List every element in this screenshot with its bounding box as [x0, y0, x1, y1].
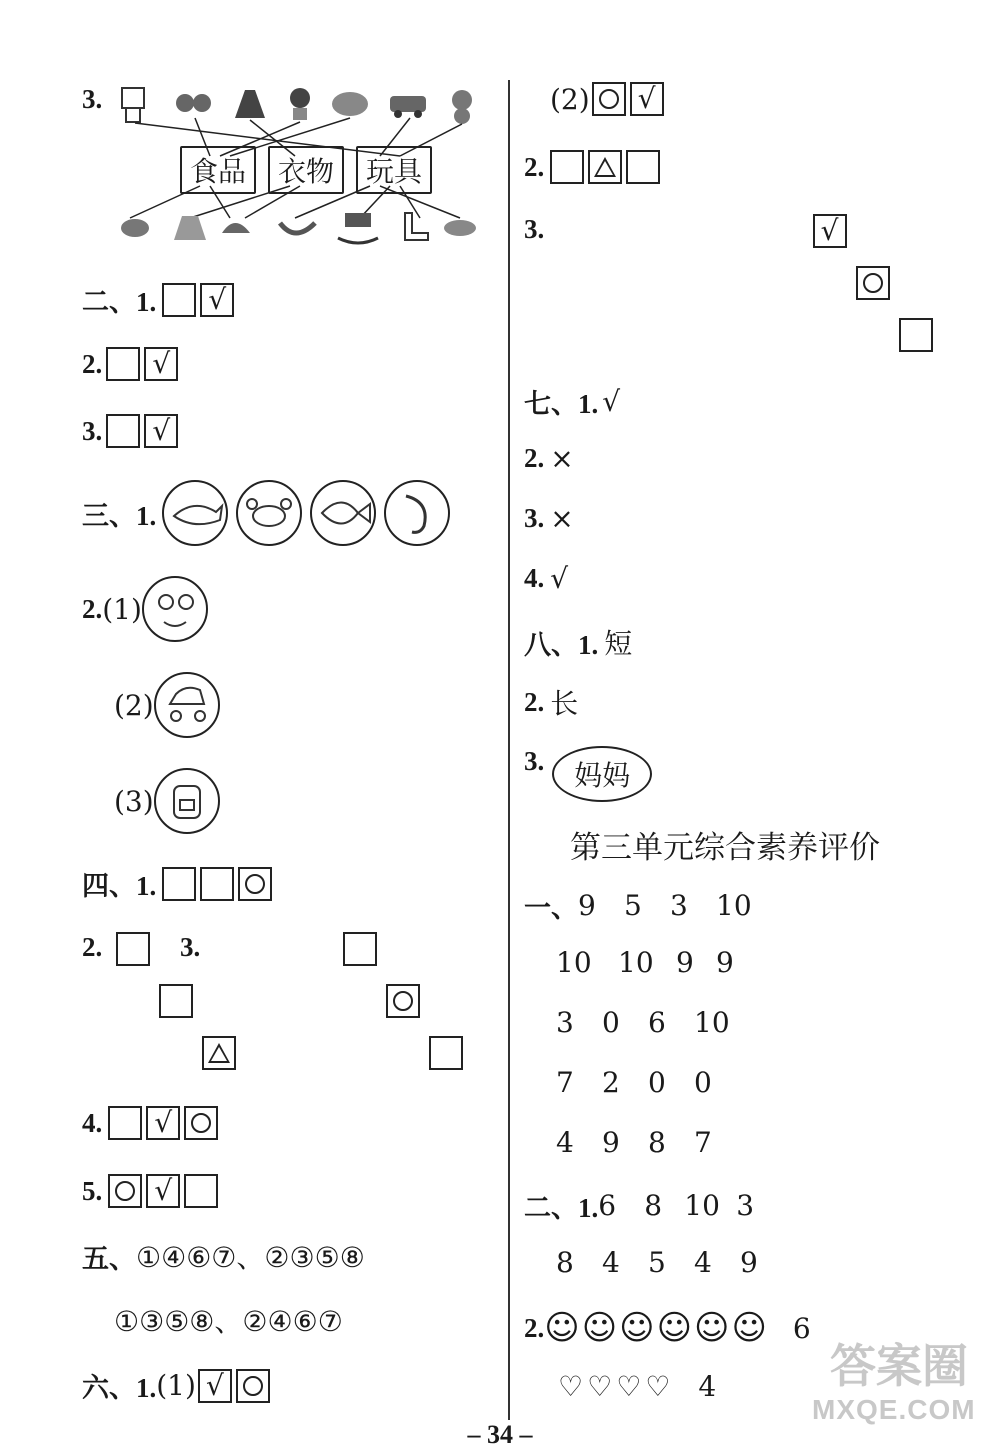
answer-box — [429, 1036, 463, 1070]
sec3-q2-3 — [114, 768, 228, 834]
answer-box — [116, 932, 150, 966]
sec7-q2 — [524, 442, 574, 475]
answer-box — [592, 82, 626, 116]
answer-value: 8 — [648, 1126, 666, 1159]
sub-question-number: (2) — [550, 82, 590, 116]
boot-icon — [405, 213, 428, 240]
question-number: 七、1. — [524, 389, 599, 419]
answer-value: 6 — [648, 1006, 666, 1039]
answer-box: √ — [813, 214, 847, 248]
question-number: 八、1. — [524, 629, 599, 660]
grapes-icon — [176, 94, 211, 112]
answer-box — [184, 1106, 218, 1140]
answer-value: 5 — [624, 889, 642, 922]
sec4-q1 — [82, 864, 276, 903]
answer-value: 3 — [556, 1006, 574, 1039]
fish-icon — [310, 480, 376, 546]
answer-value: 9 — [602, 1126, 620, 1159]
answer-mark: × — [550, 502, 574, 535]
sec2-q2 — [82, 347, 182, 381]
answer-value: 8 — [644, 1189, 663, 1222]
face-icon — [142, 576, 208, 642]
answer-value: 9 — [676, 946, 694, 979]
answer-box — [200, 867, 234, 901]
sec2-q3 — [82, 414, 182, 448]
teddy-bear-icon — [452, 90, 472, 124]
u1-row-5 — [556, 1126, 712, 1159]
circle-mark — [191, 1113, 211, 1133]
question-number: 4. — [82, 1107, 103, 1138]
sub-question-number: (1) — [102, 592, 142, 626]
answer-box: √ — [146, 1106, 180, 1140]
candy-icon — [121, 219, 149, 237]
question-number: 5. — [82, 1175, 103, 1206]
sec4-q3-label — [180, 932, 200, 963]
sec8-q3 — [524, 746, 652, 802]
sec4-q5 — [82, 1174, 222, 1208]
question-number: 3. — [82, 415, 103, 446]
answer-box: √ — [146, 1174, 180, 1208]
shrimp-icon — [384, 480, 450, 546]
category-food: 食品 — [180, 146, 256, 194]
stroller-icon — [154, 672, 220, 738]
backpack-icon — [154, 768, 220, 834]
question-number: 4. — [524, 563, 545, 593]
shark-icon — [162, 480, 228, 546]
car-icon — [390, 96, 426, 118]
u2-row-2 — [556, 1246, 758, 1279]
answer-box: √ — [200, 283, 234, 317]
cap-icon — [222, 223, 250, 233]
u1-row-1 — [524, 886, 752, 925]
answer-value: 6 — [598, 1189, 617, 1222]
sec7-q3 — [524, 502, 574, 535]
answer-mark: √ — [602, 385, 621, 418]
u1-row-2 — [556, 946, 734, 979]
question-number: 3. — [524, 503, 545, 533]
answer-value: 4 — [694, 1246, 712, 1279]
u2-q2-smiles — [524, 1308, 811, 1348]
answer-value: 5 — [648, 1246, 666, 1279]
sub-question-number: (3) — [114, 784, 154, 818]
answer-value: 0 — [602, 1006, 620, 1039]
question-number: 一、 — [524, 893, 578, 923]
question-number: 六、1. — [82, 1373, 157, 1403]
answer-value: 4 — [556, 1126, 574, 1159]
answer-value: 10 — [716, 889, 752, 922]
question-number: 2. — [82, 348, 103, 379]
category-labels — [180, 146, 432, 194]
column-divider — [508, 80, 510, 1420]
question-number: 四、1. — [82, 871, 157, 901]
answer-value: 6 — [792, 1311, 811, 1345]
sec6-q2 — [524, 150, 664, 184]
lollipop-icon — [444, 220, 476, 236]
answer-value: 2 — [602, 1066, 620, 1099]
answer-value: 4 — [698, 1370, 717, 1403]
circle-mark — [243, 1376, 263, 1396]
answer-box — [386, 984, 420, 1018]
sec2-q1 — [82, 280, 238, 319]
answer-value: 8 — [556, 1246, 574, 1279]
answer-box — [588, 150, 622, 184]
answer-mark: √ — [550, 562, 569, 595]
question-number: 2. — [524, 151, 545, 182]
unit-title: 第三单元综合素养评价 — [570, 830, 880, 866]
sec4-q4 — [82, 1106, 222, 1140]
answer-box — [238, 867, 272, 901]
question-number: 3. — [82, 84, 103, 114]
answer-value: 7 — [556, 1066, 574, 1099]
answer-box — [550, 150, 584, 184]
answer-box — [159, 984, 193, 1018]
answer-box — [106, 414, 140, 448]
question-number: 2. — [82, 932, 103, 962]
answer-value: 3 — [670, 889, 688, 922]
page-number: – 34 – — [467, 1420, 533, 1449]
answer-text: 长 — [550, 687, 579, 720]
circle-mark — [245, 874, 265, 894]
u2-q2-hearts — [558, 1370, 716, 1403]
doll-icon — [290, 88, 310, 120]
answer-box: √ — [144, 347, 178, 381]
answer-value: 10 — [618, 946, 654, 979]
answer-box — [343, 932, 377, 966]
answer-text: ①④⑥⑦、②③⑤⑧ — [136, 1241, 365, 1274]
rocking-horse-icon — [338, 213, 378, 243]
answer-box — [626, 150, 660, 184]
answer-value: 10 — [694, 1006, 730, 1039]
answer-value: 9 — [716, 946, 734, 979]
answer-box — [162, 283, 196, 317]
answer-box — [108, 1174, 142, 1208]
question-number: 3. — [524, 214, 545, 244]
sec3-q2-1 — [82, 576, 216, 642]
u1-row-3 — [556, 1006, 730, 1039]
sec3-q1 — [82, 480, 458, 546]
sec3-q2-2 — [114, 672, 228, 738]
answer-oval: 妈妈 — [552, 746, 652, 802]
banana-icon — [280, 223, 315, 233]
category-clothing: 衣物 — [268, 146, 344, 194]
sec8-q2 — [524, 682, 578, 722]
question-number: 五、 — [82, 1243, 136, 1274]
answer-box — [856, 266, 890, 300]
burger-icon — [332, 92, 368, 116]
sec6-q3-label — [524, 214, 544, 245]
question-number: 3. — [180, 932, 201, 962]
answer-mark: × — [550, 442, 574, 475]
u2-row-1 — [524, 1186, 754, 1225]
sec6-q1-2 — [550, 82, 668, 116]
question-number: 二、1. — [82, 287, 157, 317]
sec7-q4 — [524, 562, 568, 595]
answer-value: 0 — [648, 1066, 666, 1099]
question-number: 2. — [524, 443, 545, 473]
answer-box: √ — [144, 414, 178, 448]
sec7-q1 — [524, 382, 620, 421]
circle-mark — [393, 991, 413, 1011]
triangle-mark — [594, 157, 616, 177]
triangle-mark — [208, 1043, 230, 1063]
answer-box: √ — [198, 1369, 232, 1403]
question-number: 2. — [524, 686, 545, 717]
answer-box — [184, 1174, 218, 1208]
answer-box — [106, 347, 140, 381]
answer-value: 3 — [736, 1189, 755, 1222]
circle-mark — [115, 1181, 135, 1201]
q3-matching-label — [82, 84, 102, 115]
smiley-face-icon: ☺☺☺☺☺☺ — [544, 1308, 769, 1348]
dress-icon — [235, 90, 265, 118]
answer-value: 9 — [740, 1246, 758, 1279]
question-number: 3. — [524, 746, 545, 776]
watermark-url: MXQE.COM — [812, 1394, 976, 1425]
crab-icon — [236, 480, 302, 546]
answer-box: √ — [630, 82, 664, 116]
sec5-line1 — [82, 1236, 365, 1276]
question-number: 二、1. — [524, 1193, 599, 1223]
question-number: 三、1. — [82, 500, 157, 531]
sec5-line2 — [114, 1300, 343, 1340]
robot-icon — [122, 88, 144, 122]
skirt-icon — [174, 216, 206, 240]
answer-text: ①③⑤⑧、②④⑥⑦ — [114, 1305, 343, 1338]
answer-value: 4 — [602, 1246, 620, 1279]
answer-value: 10 — [684, 1189, 720, 1222]
category-toys: 玩具 — [356, 146, 432, 194]
answer-box — [899, 318, 933, 352]
heart-icon: ♡♡♡♡ — [558, 1370, 675, 1403]
watermark-logo: 答案圈 — [830, 1339, 968, 1393]
answer-text: 短 — [604, 627, 633, 660]
answer-value: 10 — [556, 946, 592, 979]
answer-box — [108, 1106, 142, 1140]
sec6-q1-1 — [82, 1366, 274, 1405]
sub-question-number: (2) — [114, 688, 154, 722]
question-number: 2. — [524, 1312, 545, 1343]
sec8-q1 — [524, 622, 632, 662]
answer-box — [236, 1369, 270, 1403]
answer-box — [162, 867, 196, 901]
question-number: 2. — [82, 593, 103, 624]
circle-mark — [599, 89, 619, 109]
sec4-q2-label — [82, 932, 102, 963]
u1-row-4 — [556, 1066, 712, 1099]
answer-value: 9 — [578, 889, 596, 922]
circle-mark — [863, 273, 883, 293]
answer-box — [202, 1036, 236, 1070]
sub-question-number: (1) — [156, 1369, 196, 1402]
answer-value: 7 — [694, 1126, 712, 1159]
answer-value: 0 — [694, 1066, 712, 1099]
